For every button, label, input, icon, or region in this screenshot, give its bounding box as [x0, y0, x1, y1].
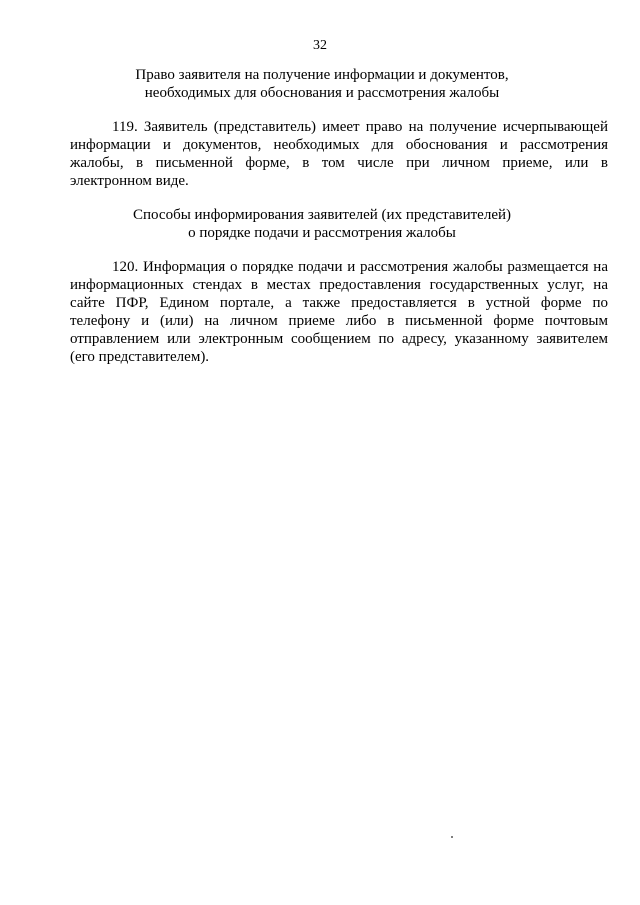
scan-speck [451, 836, 453, 838]
paragraph-line: телефону и (или) на личном приеме либо в письменной форме почтовым [70, 313, 608, 329]
paragraph-line: жалобы, в письменной форме, в том числе при личном приеме, или в [70, 155, 608, 171]
paragraph-line: 119. Заявитель (представитель) имеет право на получение исчерпывающей [112, 119, 608, 135]
paragraph-line: электронном виде. [70, 173, 189, 189]
heading-line: Право заявителя на получение информации и документов, [135, 67, 509, 83]
heading-line: необходимых для обоснования и рассмотрения жалобы [144, 85, 500, 101]
paragraph-119 [70, 118, 608, 190]
paragraph-line: отправлением или электронным сообщением по адресу, указанному заявителем [70, 331, 608, 347]
section-heading-complaint-info-right [72, 66, 572, 102]
paragraph-120 [70, 258, 608, 366]
paragraph-line: (его представителем). [70, 349, 210, 365]
paragraph-line: информационных стендах в местах предоставления государственных услуг, на [70, 277, 608, 293]
heading-line: о порядке подачи и рассмотрения жалобы [188, 225, 456, 241]
heading-line: Способы информирования заявителей (их представителей) [133, 207, 511, 223]
paragraph-line: 120. Информация о порядке подачи и рассмотрения жалобы размещается на [112, 259, 608, 275]
paragraph-line: сайте ПФР, Едином портале, а также предоставляется в устной форме по [70, 295, 608, 311]
paragraph-line: информации и документов, необходимых для обоснования и рассмотрения [70, 137, 608, 153]
page-number: 32 [313, 38, 327, 53]
section-heading-informing-methods [72, 206, 572, 242]
